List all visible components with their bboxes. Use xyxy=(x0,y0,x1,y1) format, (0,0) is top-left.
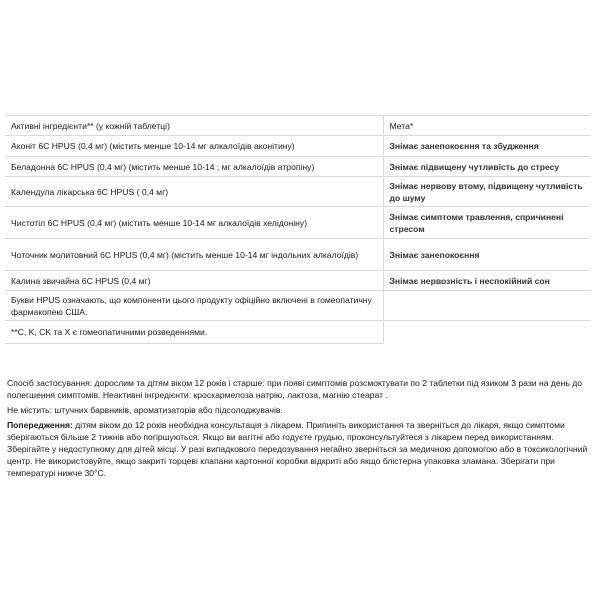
ingredient-cell: Календула лікарська 6C HPUS ( 0,4 мг) xyxy=(5,177,383,207)
purpose-cell: Знімає нервозність і неспокійний сон xyxy=(383,271,590,291)
table-row xyxy=(5,177,590,207)
warning-text xyxy=(5,419,590,479)
ingredient-cell: Калина звичайна 6C HPUS (0,4 мг) xyxy=(5,271,383,291)
ingredient-cell: Беладонна 6C HPUS (0,4 мг) (містить менше 10-14 ; мг алкалоїдів атропіну) xyxy=(5,157,383,177)
table-row xyxy=(5,136,590,157)
ingredient-cell: Чистотіл 6C HPUS (0,4 мг) (містить менше 10-14 мг алкалоїдів хелідоніну) xyxy=(5,207,383,239)
header-active-ingredients: Активні інгредієнти** (у кожній таблетці) xyxy=(5,116,383,136)
warning-label: Попередження: xyxy=(7,420,73,430)
table-row xyxy=(5,291,590,321)
warning-body: дітям віком до 12 років необхідна консультація з лікарем. Припиніть використання та зверніться до лікаря, якщо симптоми зберігаються більше 2 тижнів або погіршуються. Якщо ви вагітні або годуєте грудью, проконсультуйтеся з лікарем перед використанням. Зберігайте у недоступному для дітей місці. У разі випадкового передозування негайно зверніться за медичною допомогою або в токсикологічний центр. Не використовуйте, якщо закриті торцеві клапани картонної коробки відкриті або якщо блістерна упаковка зламана. Зберігати при температурі нижче 30°C. xyxy=(7,420,588,478)
free-from-text: Не містить: штучних барвників, ароматизаторів або підсолоджувачів. xyxy=(7,405,283,415)
ingredient-cell: Чоточник молитовний 6C HPUS (0,4 мг) (містить менше 10-14 мг індольних алкалоїдів) xyxy=(5,239,383,271)
table-row xyxy=(5,271,590,291)
purpose-cell: Знімає нервову втому, підвищену чутливість до шуму xyxy=(383,177,590,207)
purpose-cell: Знімає занепокоєння та збудження xyxy=(383,136,590,157)
table-row xyxy=(5,239,590,271)
product-info xyxy=(5,115,595,478)
purpose-cell: Знімає підвищену чутливість до стресу xyxy=(383,157,590,177)
purpose-cell: Знімає занепокоєння xyxy=(383,239,590,271)
table-row xyxy=(5,207,590,239)
footnote-dilutions: **C, K, CK та X є гомеопатичними розведеннями. xyxy=(5,321,383,344)
ingredients-table xyxy=(5,115,590,344)
ingredient-cell: Аконіт 6C HPUS (0,4 мг) (містить менше 10-14 мг алкалоїдів аконітину) xyxy=(5,136,383,157)
table-row xyxy=(5,157,590,177)
header-purpose: Мета* xyxy=(383,116,590,136)
table-header-row xyxy=(5,116,590,136)
footnote-hpus: Букви HPUS означають, що компоненти цього продукту офіційно включені в гомеопатичну фармакопею США. xyxy=(5,291,383,321)
usage-text: Спосіб застосування: дорослим та дітям віком 12 років і старше: при появі симптомів розсмоктувати по 2 таблетки під язиком 3 рази на день до полегшення симптомів. Неактивні інгредієнти: кроскармелоза натрію, лактоза, магнію стеарат . xyxy=(7,378,583,400)
purpose-cell: Знімає симптоми травлення, спричинені стресом xyxy=(383,207,590,239)
table-row xyxy=(5,321,590,344)
